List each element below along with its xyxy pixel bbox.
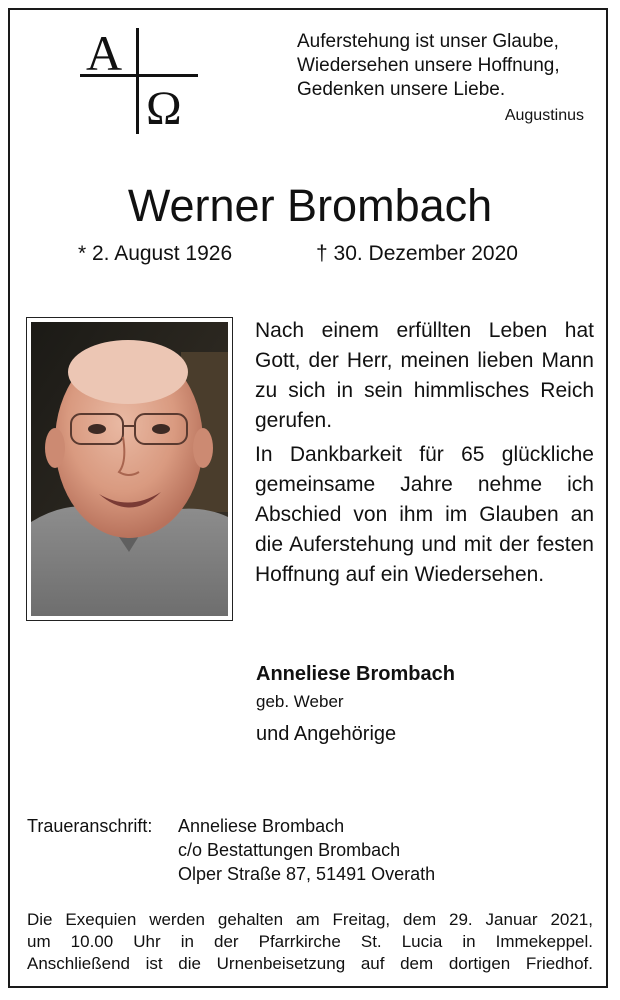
maiden-name: geb. Weber bbox=[256, 692, 344, 711]
omega-letter: Ω bbox=[146, 82, 182, 135]
deceased-name: Werner Brombach bbox=[127, 180, 493, 231]
quote-author: Augustinus bbox=[504, 107, 584, 124]
address-line: c/o Bestattungen Brombach bbox=[178, 840, 401, 860]
announcement-paragraph: Nach einem erfüllten Leben hat Gott, der Herr, meinen lieben Mann zu sich in sein himmlisches Reich gerufen. bbox=[255, 319, 594, 432]
relatives-line: und Angehörige bbox=[256, 723, 397, 745]
funeral-service-info bbox=[27, 909, 593, 975]
announcement-paragraph: In Dankbarkeit für 65 glückliche gemeinsame Jahre nehme ich Abschied von ihm im Glauben an die Auferstehung und mit der festen Hoffnung auf ein Wiedersehen. bbox=[255, 443, 594, 586]
alpha-omega-cross-icon bbox=[80, 25, 198, 136]
birth-date: * 2. August 1926 bbox=[78, 242, 233, 265]
address-line: Olper Straße 87, 51491 Overath bbox=[178, 864, 436, 884]
quote-line: Gedenken unsere Liebe. bbox=[297, 79, 506, 100]
quote-line: Wiedersehen unsere Hoffnung, bbox=[297, 55, 560, 76]
cross-vertical bbox=[136, 28, 139, 134]
address-line: Anneliese Brombach bbox=[178, 816, 345, 836]
death-date: † 30. Dezember 2020 bbox=[316, 242, 518, 265]
service-line: Die Exequien werden gehalten am Freitag, dem 29. Januar 2021, bbox=[27, 910, 593, 929]
portrait-image bbox=[31, 322, 228, 616]
service-line: Anschließend ist die Urnenbeisetzung auf dem dortigen Friedhof. bbox=[27, 954, 593, 973]
alpha-letter: A bbox=[86, 25, 123, 81]
mourner-name: Anneliese Brombach bbox=[256, 663, 455, 685]
mourning-address bbox=[178, 814, 435, 886]
announcement-text bbox=[255, 316, 594, 594]
quote-line: Auferstehung ist unser Glaube, bbox=[297, 31, 559, 52]
portrait-photo bbox=[26, 317, 233, 621]
quote bbox=[297, 30, 597, 102]
service-line: um 10.00 Uhr in der Pfarrkirche St. Lucia in Immekeppel. bbox=[27, 932, 593, 951]
address-label: Traueranschrift: bbox=[27, 816, 153, 836]
